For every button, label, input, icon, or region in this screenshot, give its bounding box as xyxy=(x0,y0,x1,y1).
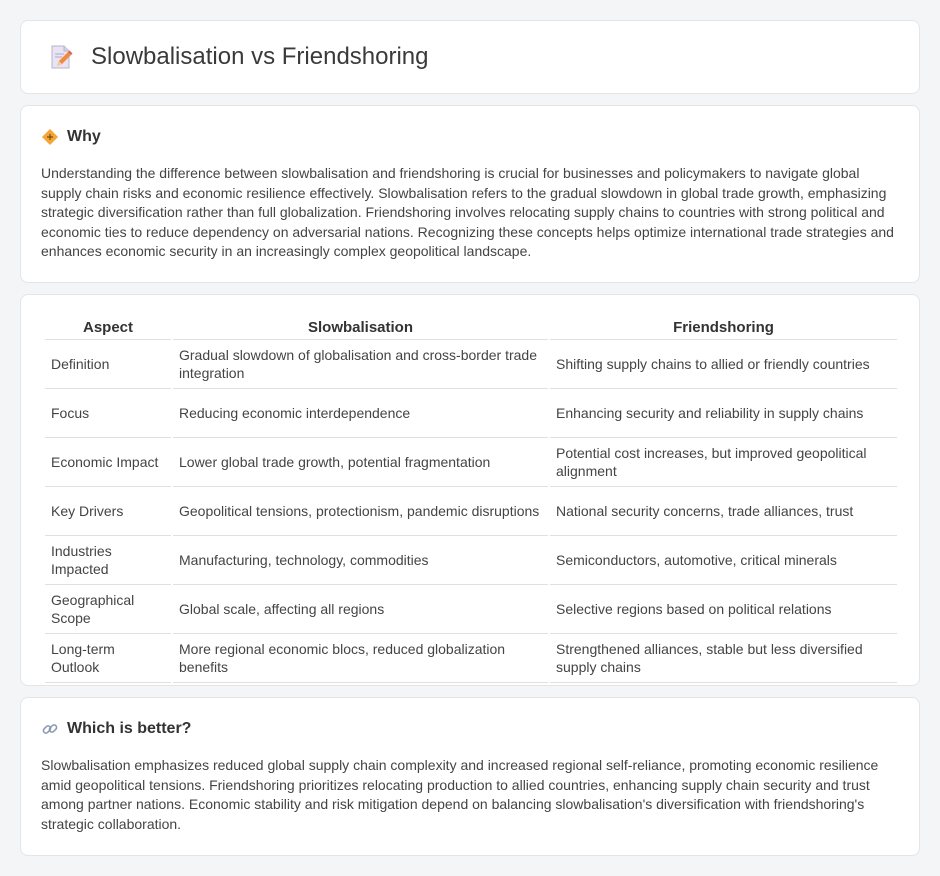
slowbalisation-cell: Geopolitical tensions, protectionism, pandemic disruptions xyxy=(173,487,548,536)
aspect-cell: Definition xyxy=(45,340,171,389)
table-row xyxy=(45,536,897,585)
slowbalisation-cell: Lower global trade growth, potential fragmentation xyxy=(173,438,548,487)
aspect-cell: Geographical Scope xyxy=(45,585,171,634)
diamond-icon xyxy=(41,128,59,146)
aspect-cell: Focus xyxy=(45,389,171,438)
slowbalisation-cell: More regional economic blocs, reduced globalization benefits xyxy=(173,634,548,683)
link-icon xyxy=(41,720,59,738)
table-row xyxy=(45,487,897,536)
friendshoring-cell: Strengthened alliances, stable but less diversified supply chains xyxy=(550,634,897,683)
aspect-cell: Key Drivers xyxy=(45,487,171,536)
comparison-table-card xyxy=(20,294,920,686)
page-title: Slowbalisation vs Friendshoring xyxy=(91,43,429,70)
which-better-section xyxy=(20,697,920,856)
slowbalisation-cell: Manufacturing, technology, commodities xyxy=(173,536,548,585)
friendshoring-cell: Potential cost increases, but improved geopolitical alignment xyxy=(550,438,897,487)
which-better-title: Which is better? xyxy=(67,720,192,737)
slowbalisation-cell: Global scale, affecting all regions xyxy=(173,585,548,634)
table-row xyxy=(45,634,897,683)
why-title: Why xyxy=(67,128,101,145)
table-row xyxy=(45,585,897,634)
friendshoring-cell: National security concerns, trade alliances, trust xyxy=(550,487,897,536)
why-text: Understanding the difference between slowbalisation and friendshoring is crucial for businesses and policymakers to navigate global supply chain risks and economic resilience effectively. Slowbalisation refers to the gradual slowdown in global trade growth, emphasizing strategic diversification rather than full globalization. Friendshoring involves relocating supply chains to countries with strong political and economic ties to reduce dependency on adversarial nations. Recognizing these concepts helps optimize international trade strategies and enhances economic security in an increasingly complex geopolitical landscape. xyxy=(41,165,894,259)
header-slowbalisation: Slowbalisation xyxy=(173,317,548,340)
table-header-row xyxy=(45,317,897,340)
aspect-cell: Industries Impacted xyxy=(45,536,171,585)
table-row xyxy=(45,340,897,389)
friendshoring-cell: Selective regions based on political relations xyxy=(550,585,897,634)
why-section xyxy=(20,105,920,283)
aspect-cell: Economic Impact xyxy=(45,438,171,487)
friendshoring-cell: Shifting supply chains to allied or friendly countries xyxy=(550,340,897,389)
title-card xyxy=(20,20,920,94)
header-aspect: Aspect xyxy=(45,317,171,340)
aspect-cell: Long-term Outlook xyxy=(45,634,171,683)
friendshoring-cell: Semiconductors, automotive, critical minerals xyxy=(550,536,897,585)
comparison-table xyxy=(43,317,899,683)
table-row xyxy=(45,389,897,438)
friendshoring-cell: Enhancing security and reliability in supply chains xyxy=(550,389,897,438)
slowbalisation-cell: Reducing economic interdependence xyxy=(173,389,548,438)
header-friendshoring: Friendshoring xyxy=(550,317,897,340)
table-row xyxy=(45,438,897,487)
which-better-text: Slowbalisation emphasizes reduced global supply chain complexity and increased regional self-reliance, promoting economic resilience amid geopolitical tensions. Friendshoring prioritizes relocating production to allied countries, enhancing supply chain security and trust among partner nations. Economic stability and risk mitigation depend on balancing slowbalisation's diversification with friendshoring's strategic collaboration. xyxy=(41,757,879,832)
slowbalisation-cell: Gradual slowdown of globalisation and cross-border trade integration xyxy=(173,340,548,389)
document-pencil-icon xyxy=(45,42,75,72)
